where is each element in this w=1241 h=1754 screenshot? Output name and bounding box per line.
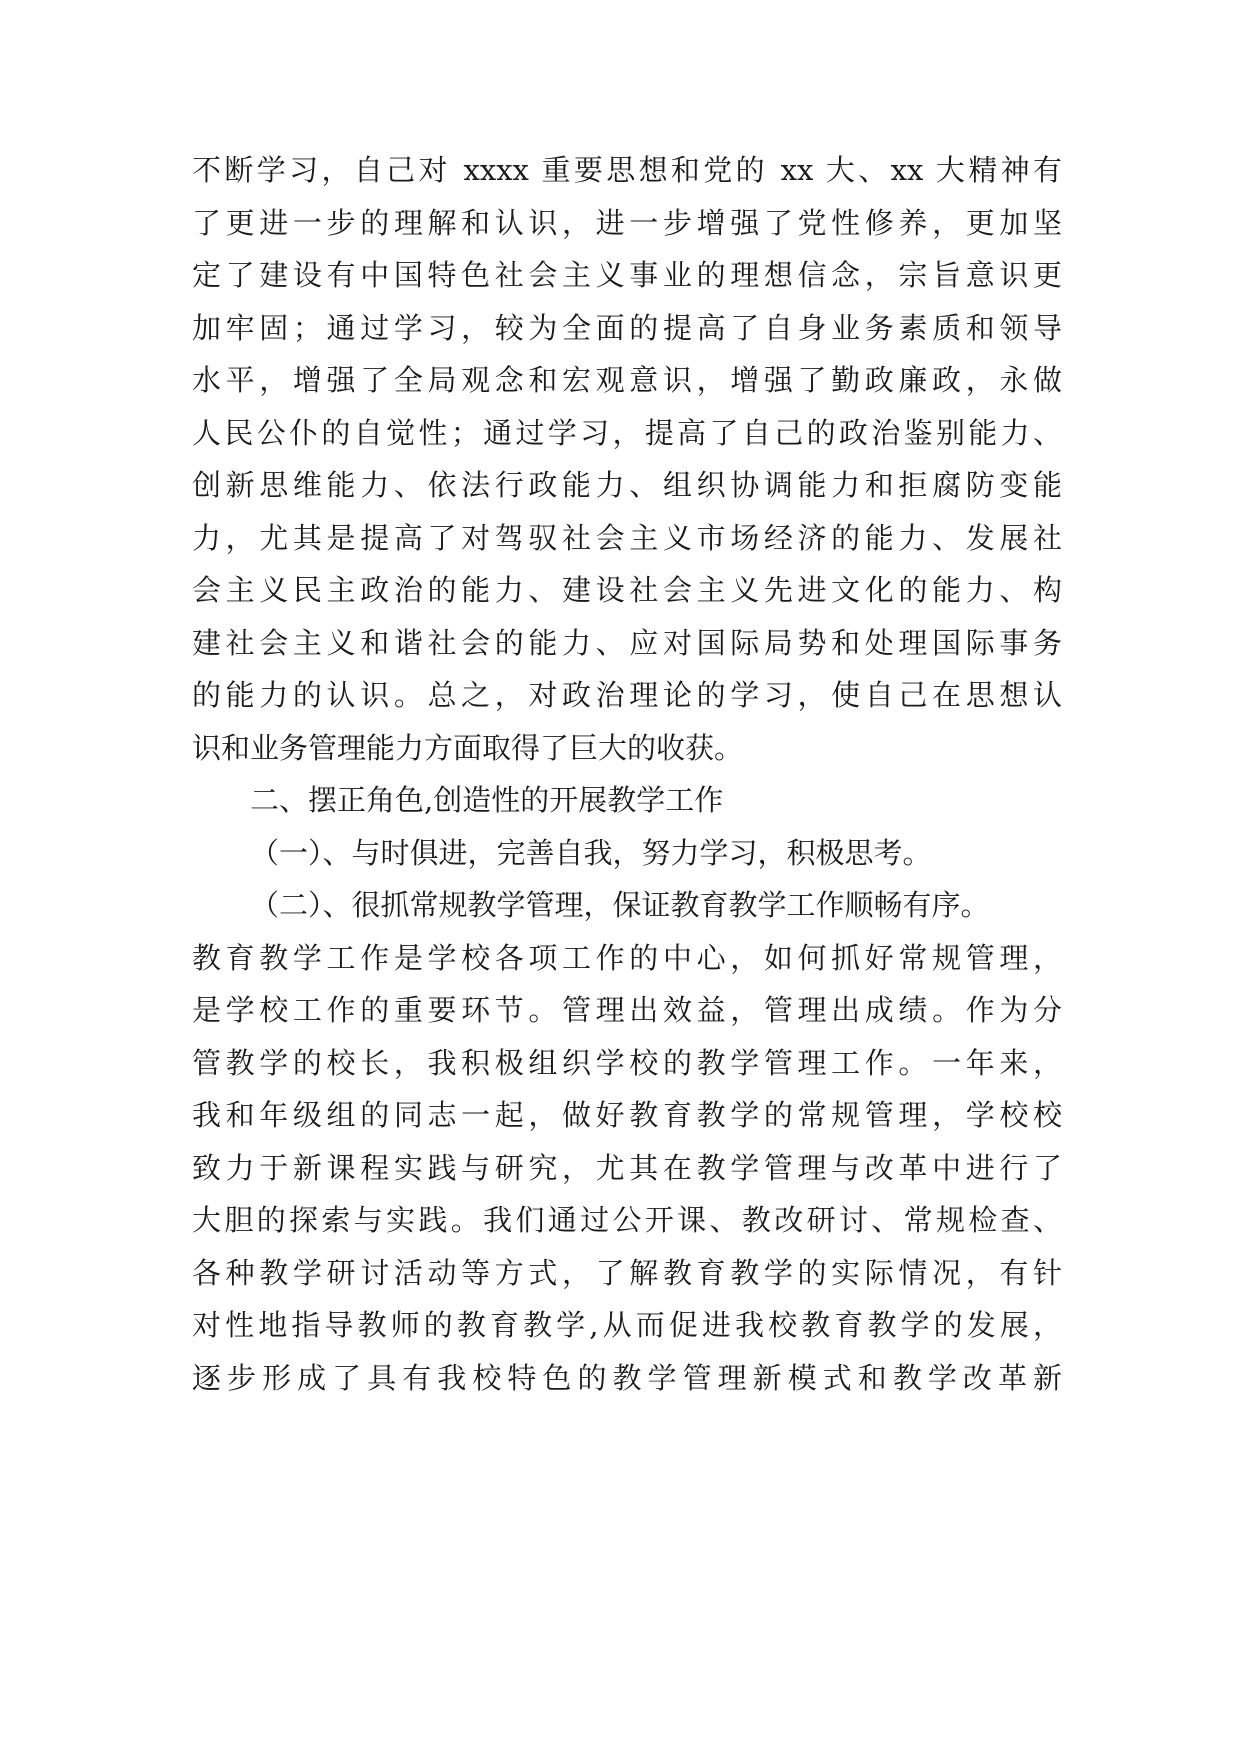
body-line-18: 管教学的校长，我积极组织学校的教学管理工作。一年来， — [192, 1046, 1062, 1080]
body-line-11: 的能力的认识。总之，对政治理论的学习，使自己在思想认 — [192, 678, 1062, 712]
body-line-21: 大胆的探索与实践。我们通过公开课、教改研讨、常规检查、 — [192, 1203, 1062, 1237]
body-line-24: 逐步形成了具有我校特色的教学管理新模式和教学改革新 — [192, 1361, 1062, 1395]
body-line-6: 人民公仆的自觉性；通过学习，提高了自己的政治鉴别能力、 — [192, 416, 1062, 450]
subsection-heading-1: （一）、与时俱进，完善自我，努力学习，积极思考。 — [250, 836, 932, 870]
section-heading: 二、摆正角色,创造性的开展教学工作 — [250, 783, 724, 817]
body-line-4: 加牢固；通过学习，较为全面的提高了自身业务素质和领导 — [192, 311, 1062, 345]
body-line-7: 创新思维能力、依法行政能力、组织协调能力和拒腐防变能 — [192, 468, 1062, 502]
body-line-10: 建社会主义和谐社会的能力、应对国际局势和处理国际事务 — [192, 626, 1062, 660]
body-line-3: 定了建设有中国特色社会主义事业的理想信念，宗旨意识更 — [192, 258, 1062, 292]
body-line-8: 力，尤其是提高了对驾驭社会主义市场经济的能力、发展社 — [192, 521, 1062, 555]
body-line-23: 对性地指导教师的教育教学,从而促进我校教育教学的发展， — [192, 1308, 1062, 1342]
body-line-2: 了更进一步的理解和认识，进一步增强了党性修养，更加坚 — [192, 206, 1062, 240]
body-line-1: 不断学习，自己对 xxxx 重要思想和党的 xx 大、xx 大精神有 — [192, 153, 1062, 187]
body-line-12: 识和业务管理能力方面取得了巨大的收获。 — [192, 731, 744, 765]
body-line-16: 教育教学工作是学校各项工作的中心，如何抓好常规管理， — [192, 941, 1062, 975]
body-line-19: 我和年级组的同志一起，做好教育教学的常规管理，学校校 — [192, 1098, 1062, 1132]
body-line-5: 水平，增强了全局观念和宏观意识，增强了勤政廉政，永做 — [192, 363, 1062, 397]
body-line-9: 会主义民主政治的能力、建设社会主义先进文化的能力、构 — [192, 573, 1062, 607]
body-line-17: 是学校工作的重要环节。管理出效益，管理出成绩。作为分 — [192, 993, 1062, 1027]
subsection-heading-2: （二）、很抓常规教学管理，保证教育教学工作顺畅有序。 — [250, 888, 990, 922]
body-line-20: 致力于新课程实践与研究，尤其在教学管理与改革中进行了 — [192, 1151, 1062, 1185]
body-line-22: 各种教学研讨活动等方式，了解教育教学的实际情况，有针 — [192, 1256, 1062, 1290]
